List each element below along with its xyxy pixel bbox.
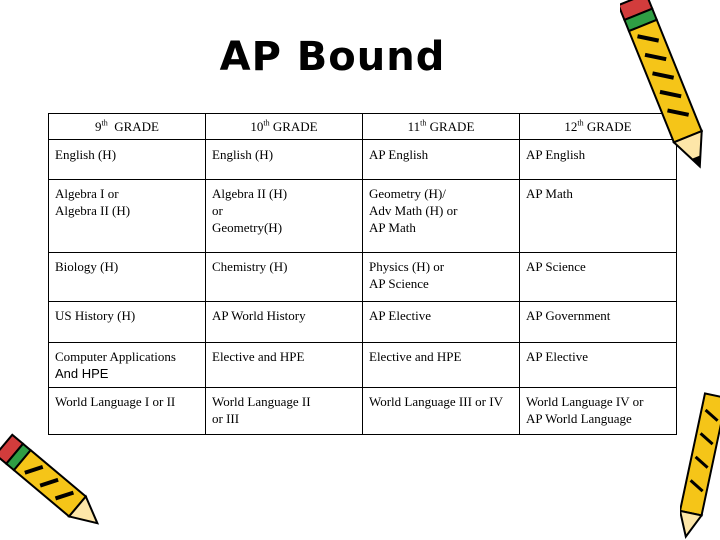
table-cell: World Language III or IV [363,388,520,435]
header-label: GRADE [272,119,318,134]
header-label: GRADE [429,119,475,134]
table-row [49,388,677,435]
cell-line-sans: And HPE [55,366,109,381]
table-cell: Physics (H) or AP Science [363,253,520,302]
table-cell: Elective and HPE [206,343,363,388]
table-cell: AP English [520,140,677,180]
table-cell: Chemistry (H) [206,253,363,302]
table-cell: AP Elective [363,302,520,343]
header-11th-grade [363,114,520,140]
header-num: 10 [250,119,264,134]
pencil-icon [620,0,720,180]
header-sup: th [420,118,427,128]
header-10th-grade [206,114,363,140]
header-num: 12 [564,119,578,134]
header-num: 9 [94,119,102,134]
table-cell: World Language II or III [206,388,363,435]
header-sup: th [101,118,108,128]
table-cell: AP Science [520,253,677,302]
table-row [49,302,677,343]
table-cell: World Language I or II [49,388,206,435]
table-cell: AP World History [206,302,363,343]
table-cell: US History (H) [49,302,206,343]
table-cell: World Language IV or AP World Language [520,388,677,435]
header-label: GRADE [586,119,632,134]
table-cell: Algebra I or Algebra II (H) [49,180,206,253]
pencil-icon [680,390,720,540]
table-cell: AP Math [520,180,677,253]
pencil-body [680,393,720,515]
table-cell: AP English [363,140,520,180]
table-cell: English (H) [49,140,206,180]
header-sup: th [577,118,584,128]
table-cell: Biology (H) [49,253,206,302]
table-cell: Geometry (H)/ Adv Math (H) or AP Math [363,180,520,253]
table-cell: Elective and HPE [363,343,520,388]
table-cell: AP Elective [520,343,677,388]
table-row [49,343,677,388]
header-sup: th [263,118,270,128]
table-row [49,140,677,180]
header-num: 11 [407,119,421,134]
course-table [48,113,677,435]
pencil-tip [680,511,702,539]
header-label: GRADE [114,119,159,134]
header-9th-grade [49,114,206,140]
table-cell [49,343,206,388]
table-cell: English (H) [206,140,363,180]
table-row [49,180,677,253]
page-title: AP Bound [219,34,446,80]
cell-line: Computer Applications [55,349,176,364]
table-cell: Algebra II (H) or Geometry(H) [206,180,363,253]
table-cell: AP Government [520,302,677,343]
table-row [49,253,677,302]
pencil-icon [0,430,110,540]
header-row [49,114,677,140]
